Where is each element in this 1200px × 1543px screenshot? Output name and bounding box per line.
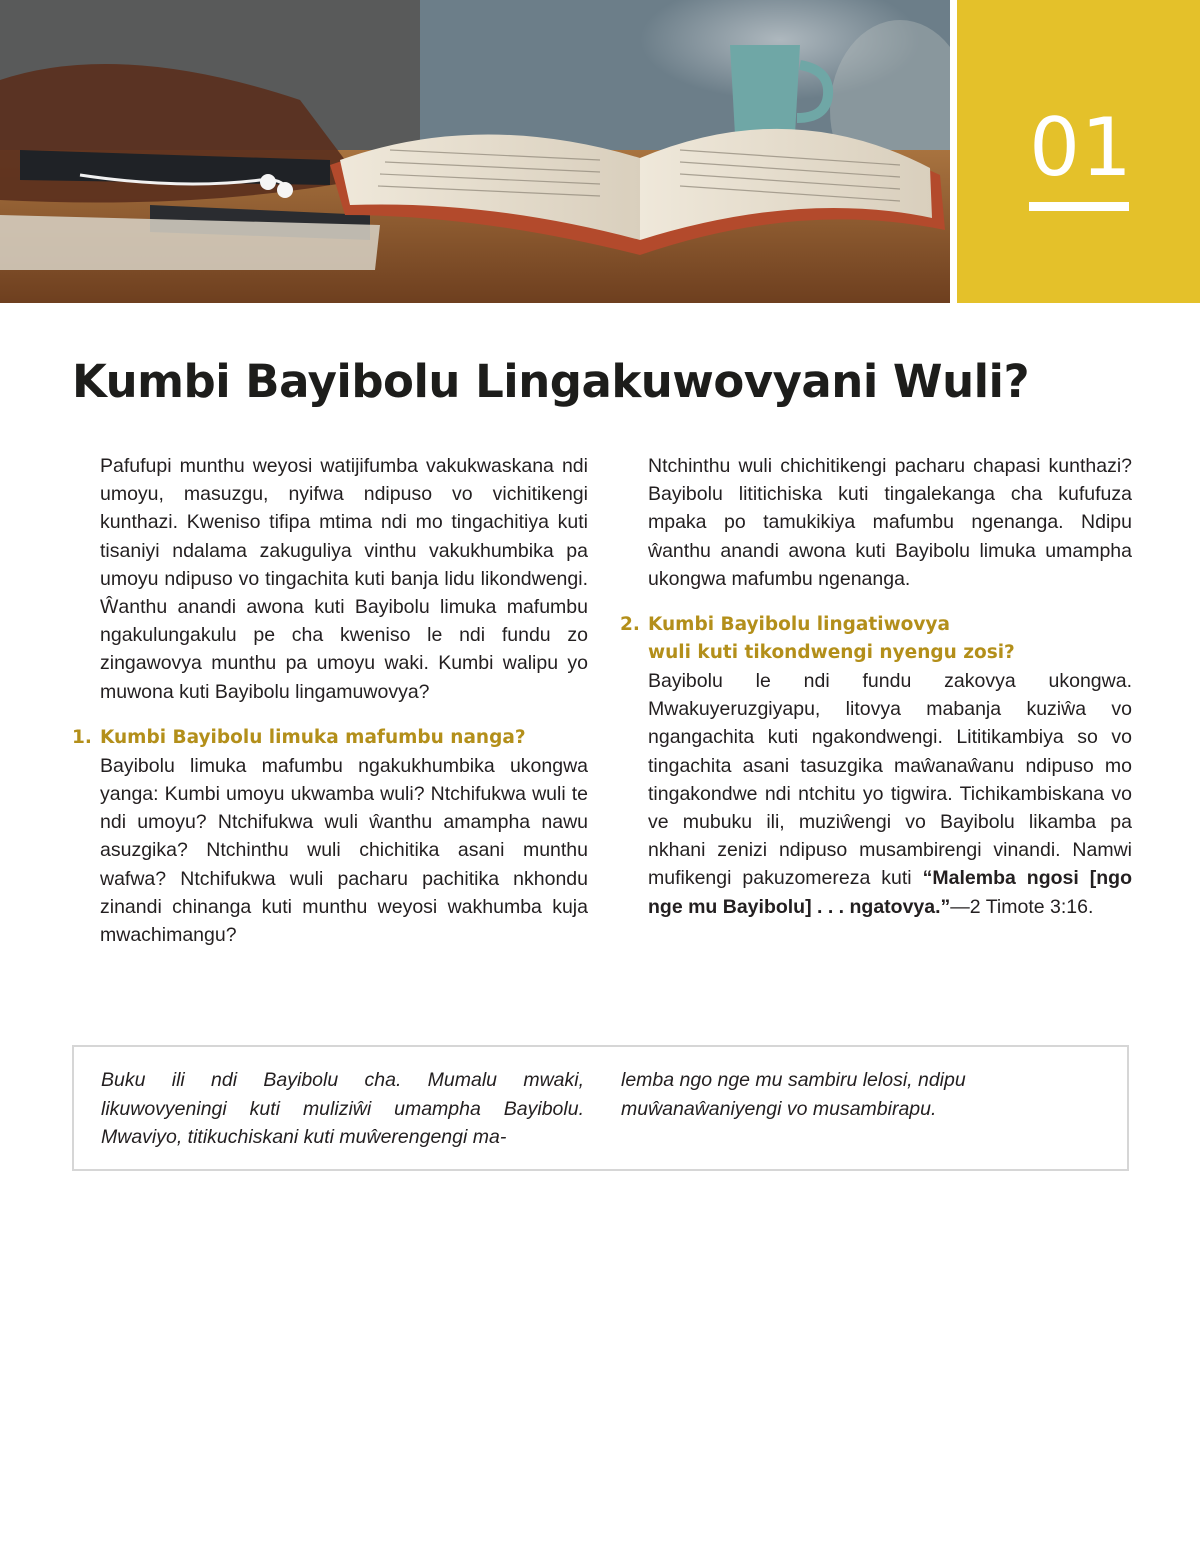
question-1-title: Kumbi Bayibolu limuka mafumbu nanga? — [100, 726, 526, 748]
question-1-answer: Bayibolu limuka mafumbu ngakukhumbika ukongwa yanga: Kumbi umoyu ukwamba wuli? Ntchifukwa wuli te ndi umoyu? Ntchifukwa wuli ŵanthu amampha nawu asuzgika? Ntchinthu wuli chichitika asani munthu wafwa? Ntchifukwa wuli pacharu pachitika nkhondu zinandi chinanga kuti munthu weyosi wakhumba kuja mwachimangu? — [100, 754, 588, 947]
open-bible-illustration — [0, 0, 950, 303]
note-text-left: Buku ili ndi Bayibolu cha. Mumalu mwaki, likuwovyeningi kuti muliziŵi umampha Bayibolu. Mwaviyo, titikuchiskani kuti muŵerengengi ma- — [101, 1069, 584, 1148]
lesson-number-badge — [957, 0, 1200, 303]
question-2-title-line1: Kumbi Bayibolu lingatiwovya — [648, 614, 950, 636]
note-text-right: lemba ngo nge mu sambiru lelosi, ndipu muŵanaŵaniyengi vo musambirapu. — [621, 1069, 966, 1120]
right-column — [620, 452, 1132, 921]
lesson-number: 01 — [1029, 101, 1133, 194]
question-1-heading — [72, 724, 588, 752]
question-2-answer — [620, 667, 1132, 921]
scripture-quote: “Malemba ngosi [ngo nge mu Bayibolu] . . . ngatovya.” — [648, 867, 1133, 918]
header-photo — [0, 0, 950, 303]
question-2-answer-text: Bayibolu le ndi fundu zakovya ukongwa. Mwakuyeruzgiyapu, litovya mabanja kuziŵa vo ngangachita kuti ngakondwengi. Lititikambiya so vo tingachita asani tasuzgika maŵanaŵanu ndipuso mo tingakondwe ndi ntchitu yo tigwira. Tichikambiskana vo ve mubuku ili, muziŵengi vo Bayibolu likamba pa nkhani zenizi ndipuso musambirengi vinandi. Namwi mufikengi pakuzomereza kuti — [648, 670, 1132, 890]
scripture-citation: —2 Timote 3:16. — [950, 895, 1094, 918]
question-1-number: 1. — [72, 726, 92, 748]
page-title: Kumbi Bayibolu Lingakuwovyani Wuli? — [72, 355, 1030, 408]
question-2-heading — [620, 611, 1132, 667]
question-2-number: 2. — [620, 614, 640, 636]
question-2-title-line2: wuli kuti tikondwengi nyengu zosi? — [648, 642, 1015, 664]
left-column — [72, 452, 588, 949]
note-box — [72, 1045, 1129, 1171]
question-1-answer-continued: Ntchinthu wuli chichitikengi pacharu chapasi kunthazi? Bayibolu lititichiska kuti tingalekanga cha kufufuza mpaka po tamukikiya mafumbu ngenanga. Ndipu ŵanthu anandi awona kuti Bayibolu limuka umampha ukongwa mafumbu ngenanga. — [648, 455, 1132, 590]
lesson-number-underline — [1029, 202, 1129, 211]
intro-paragraph: Pafufupi munthu weyosi watijifumba vakukwaskana ndi umoyu, masuzgu, nyifwa ndipuso vo vichitikengi kunthazi. Kweniso tifipa mtima ndi mo tingachitiya kuti tisaniyi ndalama zakuguliya vinthu vakukhumbika pa umoyu ndipuso vo tingachita kuti banja lidu likondwengi. Ŵanthu anandi awona kuti Bayibolu limuka mafumbu ngakulungakulu pe cha kweniso le ndi fundu zo zingawovya munthu pa umoyu waki. Kumbi walipu yo muwona kuti Bayibolu lingamuwovya? — [100, 455, 588, 703]
